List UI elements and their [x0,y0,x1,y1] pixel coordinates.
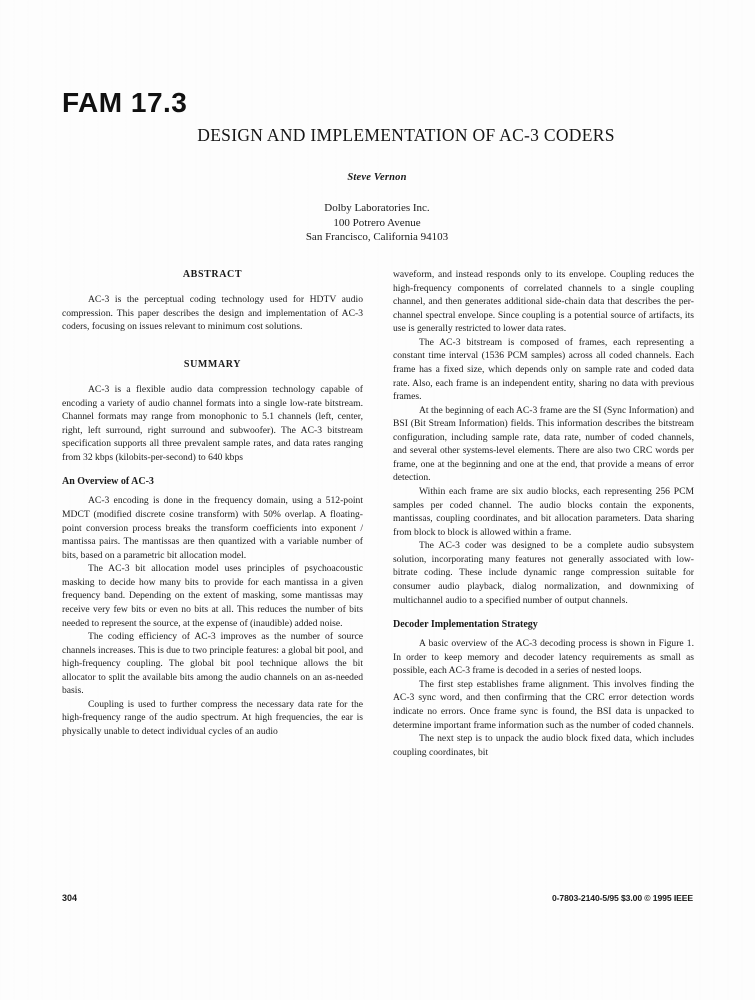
decoder-heading: Decoder Implementation Strategy [393,619,538,631]
decoder-paragraph-3: The next step is to unpack the audio block fixed data, which includes coupling coordinates, bit [393,733,694,758]
abstract-paragraph: AC-3 is the perceptual coding technology used for HDTV audio compression. This paper describes the design and implementation of AC-3 coders, focusing on issues relevant to minimum cost solutions. [62,294,363,333]
session-label: FAM 17.3 [62,87,188,118]
continued-paragraph-1: waveform, and instead responds only to its envelope. Coupling reduces the high-frequency components of correlated channels to a single coupling channel, and then generates additional side-chain data that describes the per-channel spectral envelope. Since coupling is a potential source of artifacts, its use is generally restricted to lower data rates. [393,269,694,335]
copyright-notice: 0-7803-2140-5/95 $3.00 © 1995 IEEE [551,893,693,903]
summary-paragraph: AC-3 is a flexible audio data compression technology capable of encoding a variety of audio channel formats into a single low-rate bitstream. Channel formats may range from monophonic to 5.1 channels (left, center, right, left surround, right surround and subwoofer). The AC-3 bitstream specification supports all three prevalent sample rates, and data rates ranging from 32 kbps (kilobits-per-second) to 640 kbps [62,383,363,463]
continued-paragraph-3: At the beginning of each AC-3 frame are the SI (Sync Information) and BSI (Bit Stream Information) fields. This information describes the bitstream configuration, including sample rate, data rate, number of coded channels, and several other systems-level elements. There are also two CRC words per frame, one at the beginning and one at the end, that provide a means of error detection. [393,404,694,484]
page-number: 304 [62,893,78,903]
affiliation-block [62,201,692,245]
overview-paragraph-1: AC-3 encoding is done in the frequency domain, using a 512-point MDCT (modified discrete cosine transform) with 50% overlap. A floating-point conversion process breaks the transform coefficients into exponent / mantissa pairs. The mantissas are then quantized with a variable number of bits, based on a parametric bit allocation model. [62,495,363,561]
continued-paragraph-5: The AC-3 coder was designed to be a complete audio subsystem solution, incorporating many features not generally associated with low-bitrate coding. These include dynamic range compression suitable for consumer audio playback, dialog normalization, and downmixing of multichannel audio to a specified number of output channels. [393,540,694,606]
overview-paragraph-3: The coding efficiency of AC-3 improves as the number of source channels increases. This is due to two principle features: a global bit pool, and high-frequency coupling. The global bit pool technique allows the bit allocator to split the available bits among the audio channels on an as-needed basis. [62,631,363,697]
affiliation-line-city: San Francisco, California 94103 [305,231,449,244]
masthead [62,88,692,146]
decoder-paragraph-1: A basic overview of the AC-3 decoding process is shown in Figure 1. In order to keep memory and decoder latency requirements as small as possible, each AC-3 frame is decoded in a series of nested loops. [393,638,694,677]
continued-paragraph-2: The AC-3 bitstream is composed of frames, each representing a constant time interval (1536 PCM samples) across all coded channels. Each frame has a fixed size, which depends only on sample rate and coded data rate. Also, each frame is an independent entity, sharing no data with previous frames. [393,336,694,403]
author-name: Steve Vernon [347,172,407,183]
decoder-paragraph-2: The first step establishes frame alignment. This involves finding the AC-3 sync word, and then confirming that the CRC error detection words indicate no errors. Once frame sync is found, the BSI data is unpacked to determine important frame information such as the number of coded channels. [393,678,694,731]
page-title: DESIGN AND IMPLEMENTATION OF AC-3 CODERS [197,125,615,146]
affiliation-line-street: 100 Potrero Avenue [333,216,421,229]
body-columns [62,268,694,868]
continued-paragraph-4: Within each frame are six audio blocks, each representing 256 PCM samples per coded channel. The audio blocks contain the exponents, mantissas, coupling coordinates, and bit allocation parameters. Data sharing from block to block is allowed within a frame. [393,486,694,538]
abstract-heading: ABSTRACT [182,269,243,280]
right-column [393,268,694,868]
overview-heading: An Overview of AC-3 [62,476,154,488]
summary-heading: SUMMARY [183,358,242,370]
overview-paragraph-4: Coupling is used to further compress the necessary data rate for the high-frequency range of the audio spectrum. At high frequencies, the ear is physically unable to detect individual cycles of an audio [62,698,363,738]
left-column [62,268,363,868]
overview-paragraph-2: The AC-3 bit allocation model uses principles of psychoacoustic masking to decide how many bits to provide for each mantissa in a given frequency band. Depending on the extent of masking, some mantissas may receive very few bits or even no bits at all. This reduces the number of bits needed to represent the source, at the expense of (inaudible) added noise. [62,563,363,629]
affiliation-line-organization: Dolby Laboratories Inc. [324,202,430,214]
